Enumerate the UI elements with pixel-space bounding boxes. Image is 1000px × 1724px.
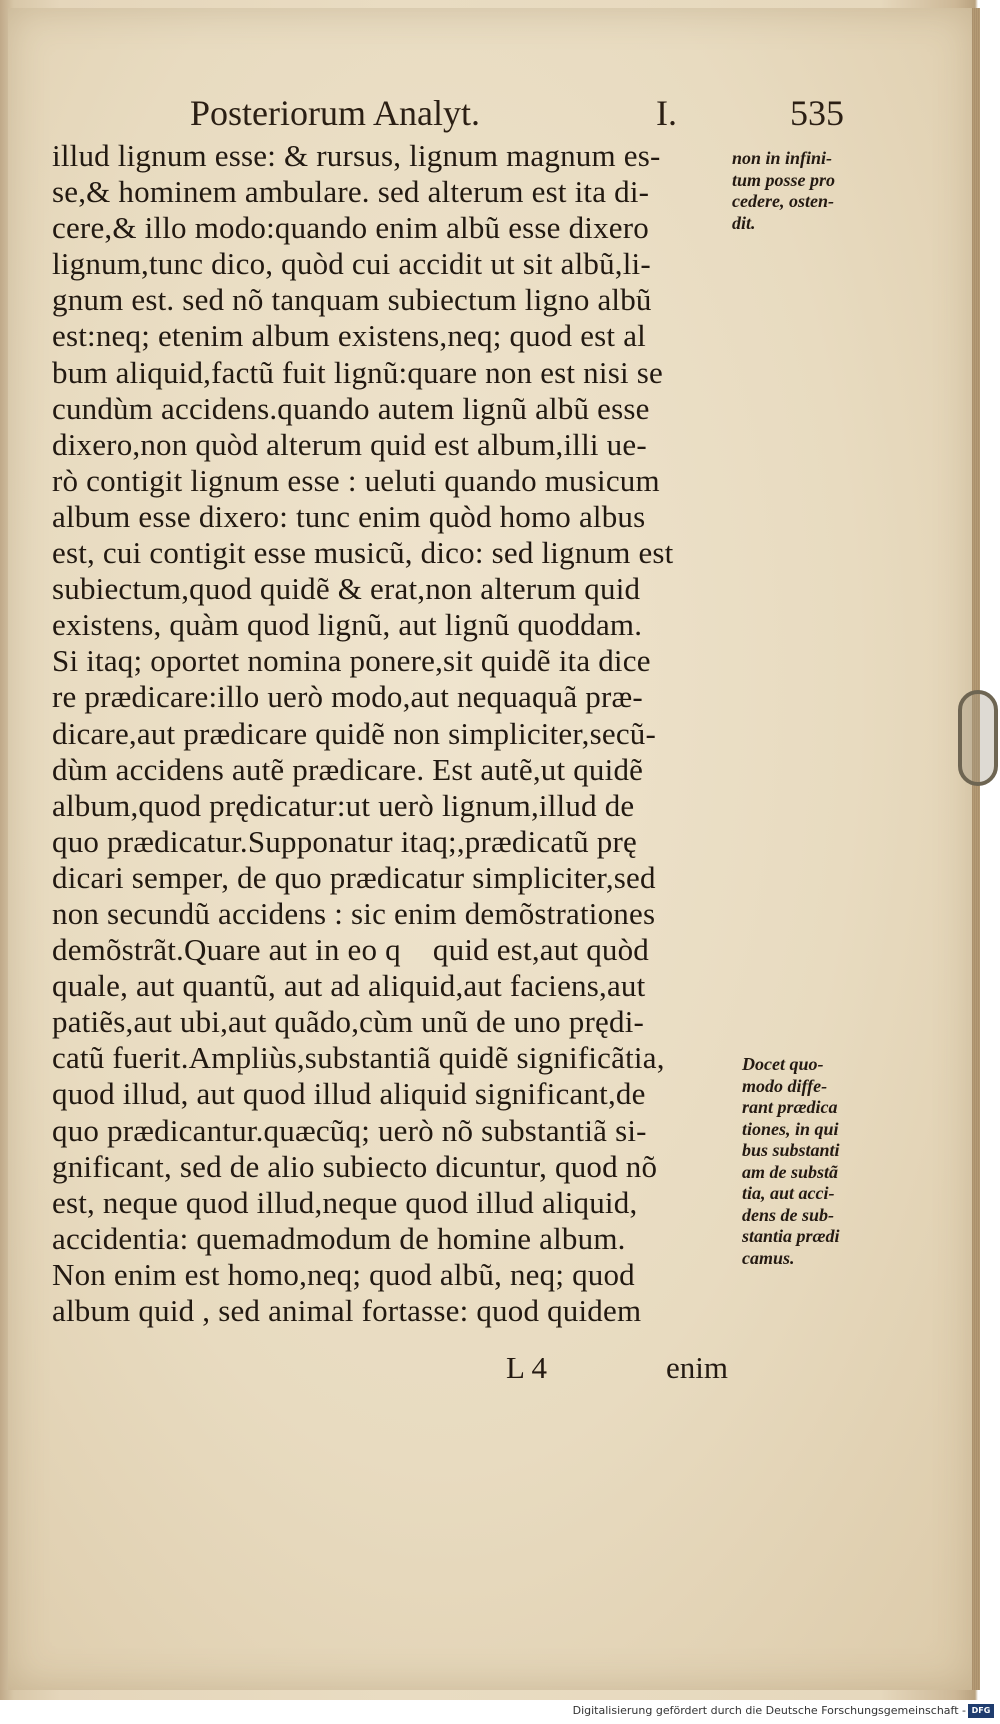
margin-note-line: Docet quo- bbox=[742, 1054, 824, 1074]
funding-notice: Digitalisierung gefördert durch die Deutsche Forschungsgemeinschaft - bbox=[572, 1704, 966, 1717]
text-line: gnum est. sed nõ tanquam subiectum ligno albũ bbox=[52, 282, 652, 318]
margin-note-line: tum posse pro bbox=[732, 169, 836, 190]
margin-note-line: tia, aut acci- bbox=[742, 1183, 835, 1203]
footer-bar bbox=[0, 1700, 1000, 1724]
margin-note-line: dens de sub- bbox=[742, 1204, 835, 1225]
header-title: Posteriorum Analyt. bbox=[190, 93, 480, 133]
margin-note-line: cedere, osten- bbox=[732, 191, 834, 211]
margin-note-line: am de substã bbox=[742, 1161, 839, 1182]
text-line: non secundũ accidens : sic enim demõstrationes bbox=[52, 895, 656, 931]
text-line: rò contigit lignum esse : ueluti quando musicum bbox=[52, 462, 660, 498]
text-line: dixero,non quòd alterum quid est album,illi ue- bbox=[52, 426, 647, 462]
text-line: re prædicare:illo uerò modo,aut nequaquã præ- bbox=[52, 679, 643, 715]
running-header bbox=[190, 92, 890, 136]
margin-note-line: tiones, in qui bbox=[742, 1118, 839, 1139]
text-line: cere,& illo modo:quando enim albũ esse dixero bbox=[52, 210, 649, 246]
margin-note-line: camus. bbox=[742, 1247, 795, 1268]
catchword: enim bbox=[666, 1350, 728, 1385]
text-line: album esse dixero: tunc enim quòd homo albus bbox=[52, 498, 646, 534]
text-line: catũ fuerit.Ampliùs,substantiã quidẽ significãtia, bbox=[52, 1040, 665, 1076]
text-line: album quid , sed animal fortasse: quod quidem bbox=[52, 1293, 642, 1328]
text-line: existens, quàm quod lignũ, aut lignũ quoddam. bbox=[52, 607, 643, 643]
text-line: accidentia: quemadmodum de homine album. bbox=[52, 1220, 626, 1256]
text-line: quod illud, aut quod illud aliquid significant,de bbox=[52, 1076, 646, 1112]
text-line: dicare,aut prædicare quidẽ non simpliciter,secũ- bbox=[52, 715, 657, 751]
text-line: patiẽs,aut ubi,aut quãdo,cùm unũ de uno prędi- bbox=[52, 1004, 645, 1040]
text-line: gnificant, sed de alio subiecto dicuntur, quod nõ bbox=[52, 1148, 658, 1184]
text-line: Non enim est homo,neq; quod albũ, neq; quod bbox=[52, 1256, 635, 1292]
margin-note-line: bus substanti bbox=[742, 1140, 840, 1160]
text-line: subiectum,quod quidẽ & erat,non alterum quid bbox=[52, 571, 641, 607]
dfg-logo: DFG bbox=[968, 1704, 994, 1718]
text-line: cundùm accidens.quando autem lignũ albũ esse bbox=[52, 390, 650, 426]
text-line: illud lignum esse: & rursus, lignum magnum es- bbox=[52, 138, 661, 173]
text-line: demõstrãt.Quare aut in eo q᷑ quid est,aut quòd bbox=[52, 932, 650, 968]
text-line: quo prædicantur.quæcũq; uerò nõ substantiã si- bbox=[52, 1112, 647, 1148]
margin-note-line: dit. bbox=[732, 212, 756, 233]
margin-note-line: non in infini- bbox=[732, 148, 833, 168]
text-line: Si itaq; oportet nomina ponere,sit quidẽ ita dice bbox=[52, 643, 651, 679]
signature-mark: L 4 bbox=[506, 1350, 548, 1385]
margin-note-line: rant prædica bbox=[742, 1097, 838, 1117]
margin-note bbox=[742, 1054, 872, 1269]
header-book-number: I. bbox=[656, 93, 677, 133]
text-line: album,quod prędicatur:ut uerò lignum,illud de bbox=[52, 787, 635, 823]
text-line: lignum,tunc dico, quòd cui accidit ut sit albũ,li- bbox=[52, 246, 651, 282]
margin-note-line: modo diffe- bbox=[742, 1075, 828, 1096]
text-line: bum aliquid,factũ fuit lignũ:quare non est nisi se bbox=[52, 354, 663, 390]
main-text-block bbox=[52, 138, 752, 1329]
text-line: est, neque quod illud,neque quod illud aliquid, bbox=[52, 1184, 638, 1220]
page-clip bbox=[958, 690, 998, 786]
text-line: quale, aut quantũ, aut ad aliquid,aut faciens,aut bbox=[52, 968, 646, 1004]
text-line: quo prædicatur.Supponatur itaq;,prædicatũ prę bbox=[52, 823, 637, 859]
catchline bbox=[506, 1350, 766, 1390]
text-line: se,& hominem ambulare. sed alterum est ita di- bbox=[52, 174, 650, 210]
text-line: dicari semper, de quo prædicatur simpliciter,sed bbox=[52, 859, 656, 895]
text-line: est:neq; etenim album existens,neq; quod est al bbox=[52, 318, 646, 354]
margin-note-line: stantia prædi bbox=[742, 1226, 840, 1246]
page-number: 535 bbox=[790, 93, 844, 133]
margin-note bbox=[732, 148, 872, 234]
page-edges bbox=[972, 8, 980, 1690]
text-line: dùm accidens autẽ prædicare. Est autẽ,ut quidẽ bbox=[52, 751, 644, 787]
text-line: est, cui contigit esse musicũ, dico: sed lignum est bbox=[52, 535, 674, 571]
